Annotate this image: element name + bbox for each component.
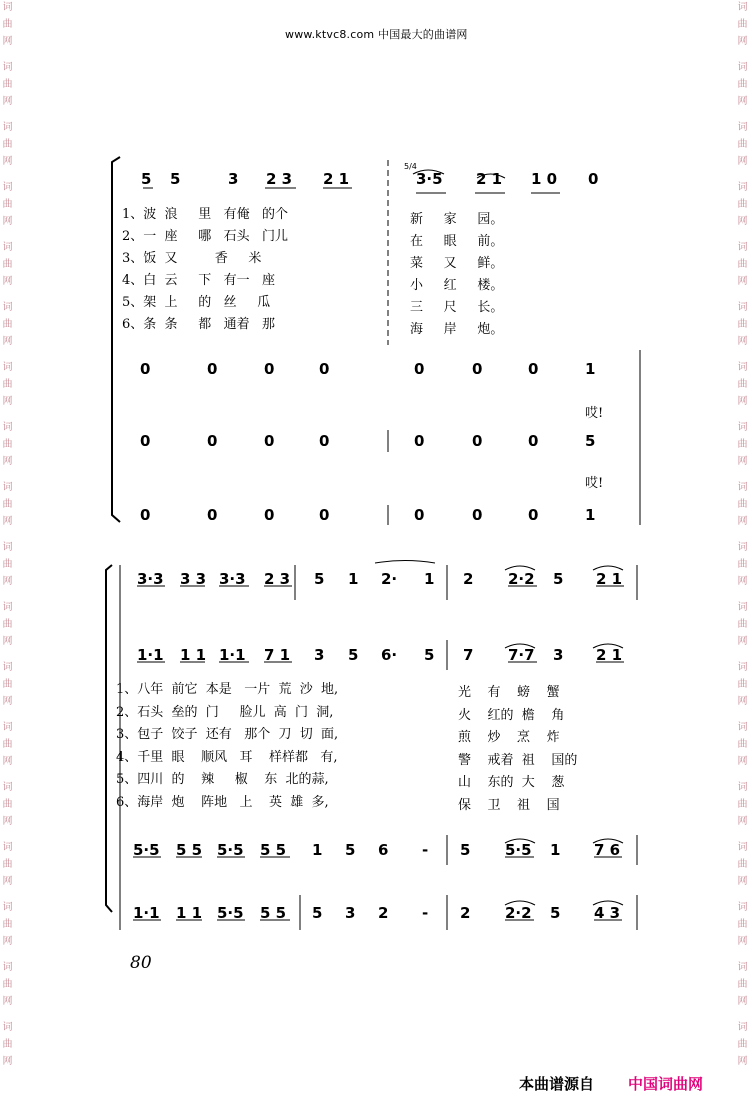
melody-note: 5 — [314, 570, 325, 588]
melody-note: 2 1 — [323, 170, 350, 188]
lyric-line: 6、条 条 都 通着 那 — [122, 317, 275, 332]
melody-note: 2 3 — [266, 170, 293, 188]
lyric-line: 警 戒着 祖 国的 — [458, 752, 578, 768]
lyric-line: 新 家 园。 — [410, 212, 504, 227]
site-header: www.ktvc8.com 中国最大的曲谱网 — [285, 28, 468, 41]
melody-note: 5 — [424, 646, 435, 664]
melody-note: 5 — [553, 570, 564, 588]
rest-note: 0 — [414, 360, 425, 378]
melody-note: 5 — [348, 646, 359, 664]
rest-note: 0 — [140, 506, 151, 524]
watermark-char: 网 — [2, 516, 13, 527]
rest-note: 0 — [528, 432, 539, 450]
watermark-char: 曲 — [2, 499, 13, 510]
watermark-char: 词 — [2, 482, 13, 493]
rest-note: 1 — [585, 360, 596, 378]
rest-note: 0 — [414, 432, 425, 450]
melody-note: 2 1 — [596, 570, 623, 588]
watermark-char: 网 — [2, 216, 13, 227]
watermark-char: 词 — [2, 722, 13, 733]
lyric-line: 光 有 螃 蟹 — [458, 685, 560, 700]
melody-note: 0 — [588, 170, 599, 188]
watermark-char: 网 — [737, 96, 748, 107]
lyric-line: 4、白 云 下 有一 座 — [122, 273, 275, 288]
melody-note: 1 — [424, 570, 435, 588]
watermark-char: 网 — [2, 1056, 13, 1067]
watermark-char: 网 — [737, 276, 748, 287]
rest-note: 0 — [207, 360, 218, 378]
watermark-char: 词 — [2, 422, 13, 433]
rest-note: 0 — [264, 432, 275, 450]
melody-note: 2· — [381, 570, 398, 588]
watermark-char: 网 — [2, 876, 13, 887]
watermark-char: 网 — [737, 996, 748, 1007]
shout-b: 哎! — [585, 476, 604, 491]
watermark-char: 词 — [2, 662, 13, 673]
watermark-char: 曲 — [2, 319, 13, 330]
watermark-char: 网 — [737, 396, 748, 407]
melody-note: 2 1 — [476, 170, 503, 188]
lyric-line: 3、饭 又 香 米 — [122, 251, 262, 266]
melody-note: 5 5 — [260, 904, 287, 922]
rest-note: 1 — [585, 506, 596, 524]
watermark-char: 词 — [737, 1022, 748, 1033]
watermark-char: 词 — [2, 302, 13, 313]
watermark-char: 曲 — [2, 919, 13, 930]
watermark-char: 网 — [737, 576, 748, 587]
watermark-char: 曲 — [737, 379, 748, 390]
watermark-char: 曲 — [2, 379, 13, 390]
watermark-char: 曲 — [737, 79, 748, 90]
watermark-char: 网 — [2, 936, 13, 947]
watermark-char: 网 — [737, 636, 748, 647]
watermark-char: 词 — [2, 62, 13, 73]
rest-note: 0 — [414, 506, 425, 524]
watermark-char: 网 — [2, 96, 13, 107]
watermark-char: 词 — [737, 422, 748, 433]
watermark-char: 词 — [2, 2, 13, 13]
watermark-char: 网 — [737, 756, 748, 767]
watermark-char: 网 — [737, 456, 748, 467]
melody-note: 1 1 — [176, 904, 203, 922]
watermark-char: 曲 — [737, 139, 748, 150]
watermark-char: 曲 — [737, 979, 748, 990]
watermark-char: 曲 — [737, 199, 748, 210]
watermark-char: 网 — [737, 936, 748, 947]
watermark-char: 网 — [2, 696, 13, 707]
watermark-char: 词 — [2, 542, 13, 553]
lyric-line: 2、一 座 哪 石头 门儿 — [122, 229, 288, 244]
watermark-char: 曲 — [2, 19, 13, 30]
lyric-line: 海 岸 炮。 — [410, 322, 504, 337]
watermark-char: 曲 — [737, 739, 748, 750]
rest-note: 0 — [472, 506, 483, 524]
watermark-char: 网 — [2, 396, 13, 407]
page-number: 80 — [130, 953, 152, 973]
watermark-char: 词 — [2, 122, 13, 133]
rest-note: 0 — [528, 360, 539, 378]
watermark-char: 词 — [2, 902, 13, 913]
watermark-char: 曲 — [737, 259, 748, 270]
watermark-char: 网 — [737, 516, 748, 527]
lyric-line: 4、千里 眼 顺风 耳 样样都 有, — [116, 749, 338, 765]
melody-note: 3 — [345, 904, 356, 922]
melody-note: 2·2 — [505, 904, 532, 922]
melody-note: 1 — [550, 841, 561, 859]
melody-note: 3 — [228, 170, 239, 188]
lyric-line: 保 卫 祖 国 — [458, 797, 560, 813]
melody-note: 3 — [314, 646, 325, 664]
watermark-char: 曲 — [2, 199, 13, 210]
watermark-char: 网 — [737, 216, 748, 227]
watermark-char: 曲 — [2, 679, 13, 690]
lyric-line: 3、包子 饺子 还有 那个 刀 切 面, — [116, 727, 339, 742]
watermark-char: 词 — [737, 662, 748, 673]
watermark-char: 曲 — [2, 739, 13, 750]
melody-note: 6 — [378, 841, 389, 859]
shout-a: 哎! — [585, 406, 604, 421]
melody-note: 5 — [170, 170, 181, 188]
melody-note: 7 1 — [264, 646, 291, 664]
watermark-char: 曲 — [737, 1039, 748, 1050]
melody-note: 2 — [463, 570, 474, 588]
rest-note: 0 — [207, 506, 218, 524]
watermark-char: 词 — [737, 242, 748, 253]
melody-note: 5 — [141, 170, 152, 188]
melody-note: 1·1 — [219, 646, 246, 664]
melody-note: 5 — [550, 904, 561, 922]
melody-note: 2 — [460, 904, 471, 922]
watermark-char: 网 — [2, 456, 13, 467]
watermark-char: 网 — [2, 276, 13, 287]
melody-note: 5·5 — [133, 841, 160, 859]
melody-note: 5·5 — [217, 841, 244, 859]
rest-note: 0 — [264, 360, 275, 378]
watermark-char: 词 — [2, 182, 13, 193]
watermark-char: 词 — [737, 2, 748, 13]
watermark-char: 词 — [2, 602, 13, 613]
melody-note: 3·3 — [219, 570, 246, 588]
rest-note: 0 — [207, 432, 218, 450]
watermark-char: 曲 — [2, 619, 13, 630]
watermark-char: 网 — [2, 576, 13, 587]
melody-note: 5·5 — [505, 841, 532, 859]
melody-note: 2 1 — [596, 646, 623, 664]
melody-note: 1·1 — [137, 646, 164, 664]
watermark-char: 曲 — [737, 19, 748, 30]
watermark-char: 曲 — [2, 559, 13, 570]
watermark-char: 网 — [2, 636, 13, 647]
watermark-char: 词 — [737, 782, 748, 793]
lyric-line: 在 眼 前。 — [410, 234, 504, 249]
melody-note: 3·3 — [137, 570, 164, 588]
rest-note: 0 — [472, 360, 483, 378]
rest-note: 0 — [528, 506, 539, 524]
watermark-char: 词 — [2, 1022, 13, 1033]
lyric-line: 1、波 浪 里 有俺 的个 — [122, 207, 288, 222]
lyric-line: 小 红 楼。 — [410, 278, 504, 293]
rest-note: 0 — [319, 432, 330, 450]
melody-note: 7 — [463, 646, 474, 664]
rest-note: 0 — [472, 432, 483, 450]
watermark-char: 曲 — [2, 259, 13, 270]
watermark-char: 网 — [737, 696, 748, 707]
watermark-char: 曲 — [2, 979, 13, 990]
melody-note: 1 — [312, 841, 323, 859]
watermark-char: 曲 — [737, 799, 748, 810]
watermark-char: 网 — [737, 36, 748, 47]
watermark-char: 曲 — [2, 1039, 13, 1050]
watermark-char: 词 — [737, 902, 748, 913]
watermark-char: 网 — [2, 996, 13, 1007]
rest-note: 0 — [319, 506, 330, 524]
watermark-char: 词 — [737, 962, 748, 973]
melody-note: 3·5 — [416, 170, 443, 188]
watermark-char: 网 — [737, 876, 748, 887]
melody-note: 5 — [345, 841, 356, 859]
lyric-line: 6、海岸 炮 阵地 上 英 雄 多, — [116, 794, 329, 810]
footer-source-link[interactable]: 中国词曲网 — [628, 1075, 704, 1093]
melody-note: 2 — [378, 904, 389, 922]
watermark-char: 曲 — [737, 499, 748, 510]
melody-note: 1·1 — [133, 904, 160, 922]
watermark-char: 曲 — [2, 79, 13, 90]
melody-note: 4 3 — [594, 904, 621, 922]
watermark-char: 网 — [2, 756, 13, 767]
lyric-line: 菜 又 鲜。 — [410, 256, 504, 271]
watermark-char: 曲 — [737, 439, 748, 450]
lyric-line: 5、架 上 的 丝 瓜 — [122, 295, 271, 310]
melody-note: 5 5 — [176, 841, 203, 859]
rest-note: 0 — [319, 360, 330, 378]
watermark-char: 网 — [737, 156, 748, 167]
melody-note: 1 0 — [531, 170, 558, 188]
melody-note: 2·2 — [508, 570, 535, 588]
watermark-char: 网 — [2, 816, 13, 827]
rest-note: 0 — [140, 432, 151, 450]
watermark-char: 词 — [737, 722, 748, 733]
watermark-char: 曲 — [737, 859, 748, 870]
watermark-char: 曲 — [737, 619, 748, 630]
melody-note: - — [422, 841, 429, 859]
melody-note: 7 6 — [594, 841, 621, 859]
rest-note: 5 — [585, 432, 596, 450]
watermark-char: 网 — [2, 156, 13, 167]
melody-note: 5·5 — [217, 904, 244, 922]
watermark-char: 词 — [737, 842, 748, 853]
watermark-char: 曲 — [737, 559, 748, 570]
watermark-char: 词 — [2, 362, 13, 373]
watermark-char: 曲 — [737, 679, 748, 690]
watermark-char: 曲 — [737, 919, 748, 930]
watermark-char: 词 — [737, 122, 748, 133]
watermark-char: 词 — [2, 842, 13, 853]
watermark-char: 词 — [2, 242, 13, 253]
melody-note: 3 — [553, 646, 564, 664]
watermark-char: 网 — [2, 36, 13, 47]
watermark-char: 词 — [737, 62, 748, 73]
lyric-line: 2、石头 垒的 门 脸儿 高 门 洞, — [116, 704, 334, 720]
footer-source-label: 本曲谱源自 — [519, 1075, 595, 1093]
watermark-char: 曲 — [2, 139, 13, 150]
watermark-char: 网 — [2, 336, 13, 347]
lyric-line: 火 红的 檐 角 — [458, 707, 565, 723]
melody-note: 5 5 — [260, 841, 287, 859]
lyric-line: 三 尺 长。 — [410, 300, 504, 315]
watermark-char: 词 — [737, 182, 748, 193]
watermark-char: 网 — [737, 1056, 748, 1067]
watermark-char: 曲 — [737, 319, 748, 330]
watermark-char: 词 — [2, 782, 13, 793]
rest-note: 0 — [264, 506, 275, 524]
melody-note: 1 — [348, 570, 359, 588]
watermark-char: 词 — [737, 542, 748, 553]
watermark-char: 曲 — [2, 799, 13, 810]
melody-note: 5 — [460, 841, 471, 859]
watermark-char: 词 — [737, 602, 748, 613]
watermark-char: 网 — [737, 336, 748, 347]
watermark-char: 曲 — [2, 859, 13, 870]
melody-note: 2 3 — [264, 570, 291, 588]
watermark-char: 词 — [737, 302, 748, 313]
watermark-char: 曲 — [2, 439, 13, 450]
melody-note: 7·7 — [508, 646, 535, 664]
lyric-line: 煎 炒 烹 炸 — [458, 730, 560, 745]
melody-note: - — [422, 904, 429, 922]
melody-note: 6· — [381, 646, 398, 664]
lyric-line: 5、四川 的 辣 椒 东 北的蒜, — [116, 772, 329, 787]
watermark-char: 词 — [737, 362, 748, 373]
lyric-line: 1、八年 前它 本是 一片 荒 沙 地, — [116, 682, 339, 697]
watermark-char: 词 — [737, 482, 748, 493]
watermark-char: 网 — [737, 816, 748, 827]
time-signature: 5/4 — [404, 162, 417, 171]
lyric-line: 山 东的 大 葱 — [458, 775, 565, 790]
watermark-char: 词 — [2, 962, 13, 973]
melody-note: 5 — [312, 904, 323, 922]
rest-note: 0 — [140, 360, 151, 378]
melody-note: 1 1 — [180, 646, 207, 664]
melody-note: 3 3 — [180, 570, 207, 588]
